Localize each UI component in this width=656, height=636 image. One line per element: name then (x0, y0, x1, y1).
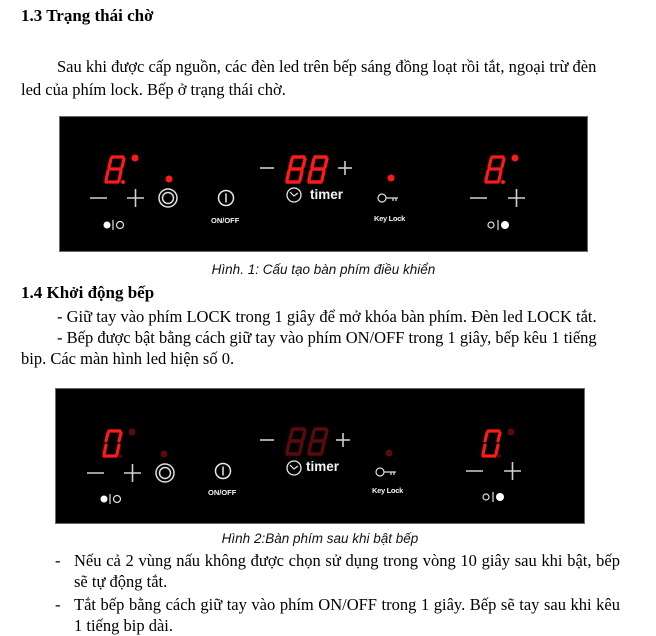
list-dash: - (55, 551, 61, 570)
control-panel-graphic (56, 389, 584, 523)
list-item (55, 594, 620, 636)
clock-icon (287, 188, 301, 202)
control-panel-graphic (60, 117, 587, 251)
figure-2-caption: Hình 2:Bàn phím sau khi bật bếp (221, 531, 419, 546)
timer-label: timer (306, 459, 340, 474)
paragraph-line: Sau khi được cấp nguồn, các đèn led trên bếp sáng đồng loạt rồi tắt, ngoại trừ đèn (57, 57, 597, 76)
keylock-label: Key Lock (374, 214, 405, 223)
zone-indicator-right-icon (483, 494, 489, 500)
list-dash: - (55, 595, 61, 614)
key-icon (376, 468, 384, 476)
paragraph-line: - Bếp được bật bằng cách giữ tay vào phím ON/OFF trong 1 giây, bếp kêu 1 tiếng (57, 328, 597, 347)
list-item (55, 550, 620, 592)
section-heading-1-3: 1.3 Trạng thái chờ (21, 6, 154, 25)
timer-display (287, 157, 327, 182)
keylock-led (386, 450, 393, 457)
control-panel-figure-1 (59, 116, 588, 252)
paragraph-line: led của phím lock. Bếp ở trạng thái chờ. (21, 80, 286, 99)
standby-paragraph (21, 55, 621, 101)
right-zone-display (483, 431, 500, 456)
zone-indicator-left-icon (104, 222, 111, 229)
dual-zone-icon (159, 189, 177, 207)
left-zone-power-dot (132, 155, 139, 162)
left-zone-display (106, 157, 124, 182)
zone-indicator-right-icon (488, 222, 494, 228)
timer-label: timer (310, 187, 344, 202)
key-icon (378, 194, 386, 202)
figure-1-caption: Hình. 1: Cấu tạo bàn phím điều khiển (211, 262, 436, 277)
dual-zone-led (161, 451, 168, 458)
on-off-label: ON/OFF (211, 216, 240, 225)
paragraph-line: bip. Các màn hình led hiện số 0. (21, 349, 235, 368)
list-item-text: Nếu cả 2 vùng nấu không được chọn sử dụng trong vòng 10 giây sau khi bật, bếp sẽ tự động tắt. (74, 551, 620, 591)
left-zone-display (104, 431, 121, 456)
clock-icon (287, 461, 301, 475)
on-off-label: ON/OFF (208, 488, 237, 497)
dual-zone-led (166, 176, 173, 183)
right-zone-power-dot (508, 429, 515, 436)
keylock-label: Key Lock (372, 486, 403, 495)
notes-list (55, 550, 620, 636)
control-panel-figure-2 (55, 388, 585, 524)
paragraph-line: - Giữ tay vào phím LOCK trong 1 giây để mở khóa bàn phím. Đèn led LOCK tắt. (57, 307, 597, 326)
timer-display (287, 429, 327, 454)
keylock-led (388, 175, 395, 182)
left-zone-power-dot (129, 429, 136, 436)
right-zone-power-dot (512, 155, 519, 162)
dual-zone-icon (156, 464, 174, 482)
section-heading-1-4: 1.4 Khởi động bếp (21, 283, 155, 302)
list-item-text: Tắt bếp bằng cách giữ tay vào phím ON/OFF trong 1 giây. Bếp sẽ tay sau khi kêu 1 tiếng bip dài. (74, 595, 620, 635)
startup-paragraph (21, 306, 621, 369)
right-zone-display (486, 157, 504, 182)
zone-indicator-left-icon (101, 496, 108, 503)
